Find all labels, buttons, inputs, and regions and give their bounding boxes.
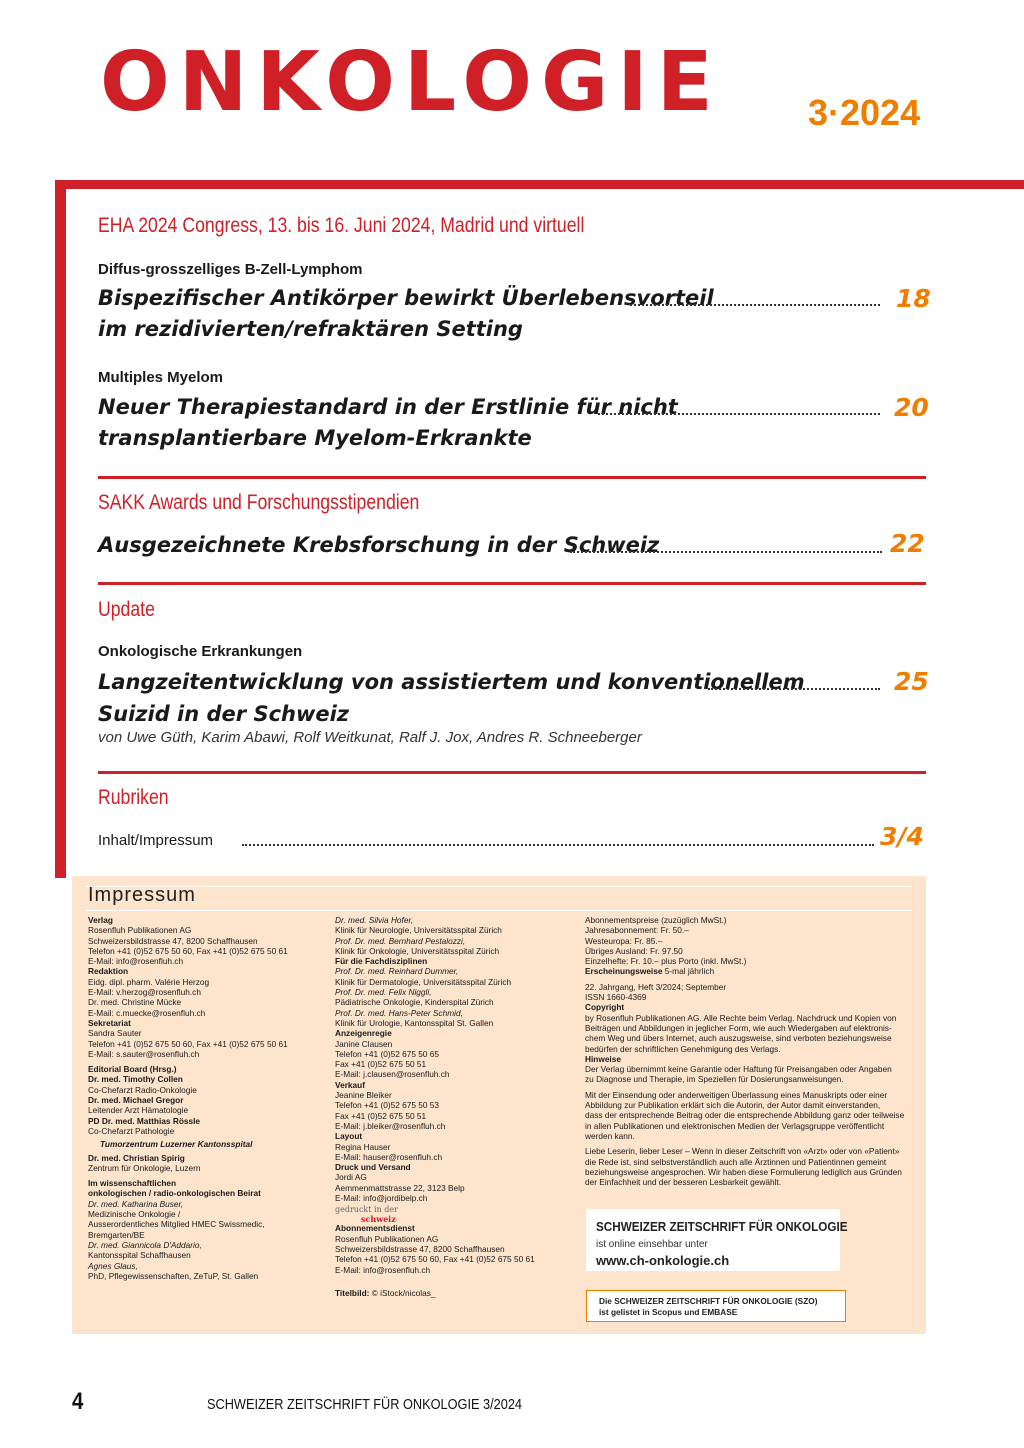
impressum-column-3 (585, 915, 915, 1187)
rubrik-label[interactable]: Inhalt/Impressum (98, 832, 214, 849)
impressum-line: Aemmenmattstrasse 22, 3123 Belp (335, 1182, 465, 1193)
impressum-line: Pädiatrische Onkologie, Kinderspital Zürich (335, 997, 494, 1008)
impressum-line: Jordi AG (335, 1172, 367, 1183)
impressum-line: Schweizersbildstrasse 47, 8200 Schaffhausen (88, 935, 258, 946)
titelbild-value: © iStock/nicolas_ (369, 1287, 436, 1298)
impressum-line: Jahresabonnement: Fr. 50.– (585, 925, 689, 936)
dot-leader (570, 549, 882, 553)
impressum-line: chem Weg und übers Internet, auch auszugsweise, sind verboten beziehungsweise (585, 1033, 892, 1044)
impressum-title: Impressum (88, 884, 196, 906)
impressum-line: Dr. med. Timothy Collen (88, 1074, 183, 1085)
impressum-line: Telefon +41 (0)52 675 50 60, Fax +41 (0)52 675 50 61 (88, 945, 288, 956)
impressum-line: E-Mail: info@rosenfluh.ch (88, 956, 184, 967)
impressum-line: Druck und Versand (335, 1162, 411, 1173)
online-box-url[interactable]: www.ch-onkologie.ch (596, 1253, 730, 1268)
impressum-line: Im wissenschaftlichen (88, 1178, 177, 1189)
impressum-line: Zentrum für Onkologie, Luzern (88, 1162, 201, 1173)
impressum-line: Editorial Board (Hrsg.) (88, 1064, 177, 1075)
impressum-line: E-Mail: c.muecke@rosenfluh.ch (88, 1007, 206, 1018)
impressum-line: zu Diagnose und Therapie, im Speziellen für Dosierungsanweisungen. (585, 1074, 844, 1085)
scopus-line-1: Die SCHWEIZER ZEITSCHRIFT FÜR ONKOLOGIE (SZO) (599, 1296, 818, 1306)
section-heading-rubriken: Rubriken (98, 786, 169, 809)
impressum-line: Dr. med. Silvia Hofer, (335, 915, 414, 925)
section-heading-eha: EHA 2024 Congress, 13. bis 16. Juni 2024, Madrid und virtuell (98, 214, 585, 237)
impressum-line: werden kann. (585, 1130, 635, 1141)
footer-journal: SCHWEIZER ZEITSCHRIFT FÜR ONKOLOGIE 3/2024 (207, 1396, 523, 1413)
dot-leader (630, 302, 880, 306)
section-divider (98, 771, 926, 774)
erscheinung-value: 5-mal jährlich (662, 966, 715, 977)
article-title[interactable]: Bispezifischer Antikörper bewirkt Überlebensvorteil (98, 286, 714, 310)
logo-text-1: gedruckt in der (335, 1205, 398, 1215)
impressum-line: Abonnementspreise (zuzüglich MwSt.) (585, 915, 727, 925)
impressum-titelbild (335, 1288, 575, 1298)
impressum-line: Jeanine Bleiker (335, 1090, 392, 1101)
impressum-box (72, 876, 926, 1334)
red-top-bar (55, 180, 1024, 189)
impressum-line: Prof. Dr. med. Felix Niggli, (335, 987, 432, 998)
impressum-line: Der Verlag übernimmt keine Garantie oder Haftung für Preisangaben oder Angaben (585, 1064, 892, 1075)
article-authors: von Uwe Güth, Karim Abawi, Rolf Weitkunat, Ralf J. Jox, Andres R. Schneeberger (98, 729, 642, 746)
article-title-line2[interactable]: Suizid in der Schweiz (98, 702, 350, 726)
online-box (586, 1209, 848, 1271)
impressum-line: Agnes Glaus, (88, 1260, 138, 1271)
impressum-line: Übriges Ausland: Fr. 97.50 (585, 945, 683, 956)
page-number[interactable]: 3/4 (880, 822, 924, 851)
impressum-line: Sandra Sauter (88, 1028, 142, 1039)
impressum-line: E-Mail: s.sauter@rosenfluh.ch (88, 1048, 200, 1059)
impressum-line: Redaktion (88, 966, 129, 977)
impressum-line: Kantonsspital Schaffhausen (88, 1250, 191, 1261)
section-heading-update: Update (98, 598, 155, 621)
dot-leader (242, 842, 874, 846)
impressum-line: beziehungsweise angesprochen. Wir haben diese Formulierung lediglich aus Gründen (585, 1166, 902, 1177)
impressum-line: Telefon +41 (0)52 675 50 60, Fax +41 (0)52 675 50 61 (88, 1038, 288, 1049)
impressum-line: der Einfachheit und der besseren Lesbarkeit gewählt. (585, 1177, 782, 1188)
article-kicker: Multiples Myelom (98, 369, 224, 386)
section-heading-sakk: SAKK Awards und Forschungsstipendien (98, 491, 420, 514)
online-box-title: SCHWEIZER ZEITSCHRIFT FÜR ONKOLOGIE (596, 1219, 848, 1234)
issue-number: 3·2024 (808, 92, 921, 133)
footer-page-number: 4 (72, 1388, 84, 1415)
page-number[interactable]: 20 (894, 393, 929, 422)
impressum-line: Rosenfluh Publikationen AG (88, 925, 192, 936)
impressum-line: Prof. Dr. med. Hans-Peter Schmid, (335, 1007, 463, 1018)
impressum-line: Rosenfluh Publikationen AG (335, 1233, 439, 1244)
impressum-line: Janine Clausen (335, 1038, 393, 1049)
impressum-line: E-Mail: j.bleiker@rosenfluh.ch (335, 1120, 446, 1131)
section-divider (98, 582, 926, 585)
impressum-line: Für die Fachdisziplinen (335, 956, 428, 967)
article-kicker: Diffus-grosszelliges B-Zell-Lymphom (98, 261, 363, 278)
red-left-bar (55, 180, 66, 878)
impressum-line: Verkauf (335, 1079, 365, 1090)
impressum-line: Beiträgen und Abbildungen in jeglicher Form, wie auch Wiedergaben auf elektronis- (585, 1022, 892, 1033)
online-box-subtitle: ist online einsehbar unter (596, 1239, 708, 1250)
page-number[interactable]: 22 (890, 529, 925, 558)
impressum-line: Co-Chefarzt Pathologie (88, 1125, 175, 1136)
impressum-line: Dr. med. Katharina Buser, (88, 1198, 184, 1209)
article-title-line2[interactable]: transplantierbare Myelom-Erkrankte (98, 426, 532, 450)
impressum-line: Dr. med. Christine Mücke (88, 997, 182, 1008)
impressum-rule-top (86, 886, 912, 887)
impressum-line: Co-Chefarzt Radio-Onkologie (88, 1084, 197, 1095)
impressum-line: Dr. med. Giannicola D'Addario, (88, 1239, 202, 1250)
impressum-line: by Rosenfluh Publikationen AG. Alle Rechte beim Verlag. Nachdruck und Kopien von (585, 1012, 897, 1023)
impressum-line: PD Dr. med. Matthias Rössle (88, 1115, 201, 1126)
printed-in-switzerland-logo (335, 1205, 399, 1223)
impressum-line: dass der entsprechende Beitrag oder die entsprechende Abbildung ganz oder teilweise (585, 1110, 905, 1121)
page-number[interactable]: 25 (894, 667, 929, 696)
impressum-line: Eidg. dipl. pharm. Valérie Herzog (88, 976, 210, 987)
impressum-line: Sekretariat (88, 1017, 131, 1028)
impressum-line: E-Mail: v.herzog@rosenfluh.ch (88, 987, 201, 998)
impressum-line: Schweizersbildstrasse 47, 8200 Schaffhausen (335, 1243, 505, 1254)
impressum-line: PhD, Pflegewissenschaften, ZeTuP, St. Gallen (88, 1270, 259, 1281)
section-divider (98, 476, 926, 479)
impressum-erscheinung (585, 966, 915, 976)
erscheinung-label: Erscheinungsweise (585, 966, 663, 977)
impressum-line: Telefon +41 (0)52 675 50 60, Fax +41 (0)52 675 50 61 (335, 1254, 535, 1265)
impressum-line: Dr. med. Michael Gregor (88, 1095, 184, 1106)
impressum-line: onkologischen / radio-onkologischen Beirat (88, 1188, 261, 1199)
impressum-line: Abonnementsdienst (335, 1223, 415, 1234)
titelbild-label: Titelbild: (335, 1287, 370, 1298)
impressum-line: Klinik für Dermatologie, Universitätsspital Zürich (335, 976, 512, 987)
impressum-line: Fax +41 (0)52 675 50 51 (335, 1059, 427, 1070)
dot-leader (708, 686, 880, 690)
impressum-line: die Rede ist, sind selbstverständlich auch alle Ärztinnen und Patientinnen gemeint (585, 1156, 887, 1167)
impressum-line: Leitender Arzt Hämatologie (88, 1105, 189, 1116)
impressum-line: Abbildung zur Publikation erklärt sich die Autorin, der Autor damit einverstanden, (585, 1100, 881, 1111)
impressum-line: Einzelhefte: Fr. 10.– plus Porto (inkl. MwSt.) (585, 956, 747, 967)
article-title[interactable]: Langzeitentwicklung von assistiertem und konventionellem (98, 670, 805, 694)
impressum-line: Klinik für Onkologie, Universitätsspital Zürich (335, 945, 500, 956)
impressum-line: Hinweise (585, 1053, 621, 1064)
impressum-line: Klinik für Neurologie, Universitätsspital Zürich (335, 925, 502, 936)
impressum-line: Layout (335, 1131, 363, 1142)
impressum-line: in allen Publikationen und elektronischen Medien der Verlagsgruppe veröffentlicht (585, 1120, 885, 1131)
impressum-line: Prof. Dr. med. Reinhard Dummer, (335, 966, 459, 977)
impressum-line: E-Mail: hauser@rosenfluh.ch (335, 1151, 443, 1162)
impressum-line: Medizinische Onkologie / (88, 1209, 181, 1220)
impressum-line: Liebe Leserin, lieber Leser – Wenn in dieser Zeitschrift von «Arzt» oder von «Patient» (585, 1146, 900, 1157)
impressum-line: Klinik für Urologie, Kantonsspital St. Gallen (335, 1017, 494, 1028)
impressum-line: Bremgarten/BE (88, 1229, 145, 1240)
logo-text-2: schweiz (361, 1214, 396, 1225)
impressum-rule (86, 910, 912, 911)
impressum-line: E-Mail: info@jordibelp.ch (335, 1193, 428, 1204)
page-number[interactable]: 18 (896, 284, 931, 313)
impressum-line: ISSN 1660-4369 (585, 992, 647, 1003)
spacer (335, 1275, 575, 1280)
scopus-box (586, 1290, 846, 1322)
article-kicker: Onkologische Erkrankungen (98, 643, 303, 660)
impressum-line: E-Mail: info@rosenfluh.ch (335, 1264, 431, 1275)
scopus-line-2: ist gelistet in Scopus und EMBASE (599, 1307, 738, 1317)
impressum-line: Verlag (88, 915, 113, 925)
impressum-column-2 (335, 915, 575, 1298)
impressum-line: Mit der Einsendung oder anderweitigen Überlassung eines Manuskripts oder einer (585, 1089, 888, 1100)
impressum-column-1 (88, 915, 328, 1281)
impressum-line: Anzeigenregie (335, 1028, 392, 1039)
impressum-line: Telefon +41 (0)52 675 50 53 (335, 1100, 440, 1111)
impressum-line: Telefon +41 (0)52 675 50 65 (335, 1048, 440, 1059)
impressum-line: Copyright (585, 1002, 625, 1013)
impressum-line: Dr. med. Christian Spirig (88, 1152, 185, 1163)
dot-leader (598, 411, 880, 415)
impressum-line: Fax +41 (0)52 675 50 51 (335, 1110, 427, 1121)
article-title[interactable]: Neuer Therapiestandard in der Erstlinie für nicht (98, 395, 678, 419)
article-title[interactable]: Ausgezeichnete Krebsforschung in der Schweiz (98, 533, 660, 557)
impressum-line: Tumorzentrum Luzerner Kantonsspital (100, 1139, 253, 1150)
impressum-line: 22. Jahrgang, Heft 3/2024; September (585, 981, 727, 992)
impressum-line: E-Mail: j.clausen@rosenfluh.ch (335, 1069, 450, 1080)
article-title-line2[interactable]: im rezidivierten/refraktären Setting (98, 317, 523, 341)
impressum-line: Prof. Dr. med. Bernhard Pestalozzi, (335, 935, 466, 946)
masthead: ONKOLOGIE (100, 35, 722, 130)
impressum-line: Westeuropa: Fr. 85.– (585, 935, 663, 946)
impressum-line: bedürfen der schriftlichen Genehmigung des Verlags. (585, 1043, 781, 1054)
impressum-line: Ausserordentliches Mitglied HMEC Swissmedic, (88, 1219, 265, 1230)
impressum-line: Regina Hauser (335, 1141, 391, 1152)
